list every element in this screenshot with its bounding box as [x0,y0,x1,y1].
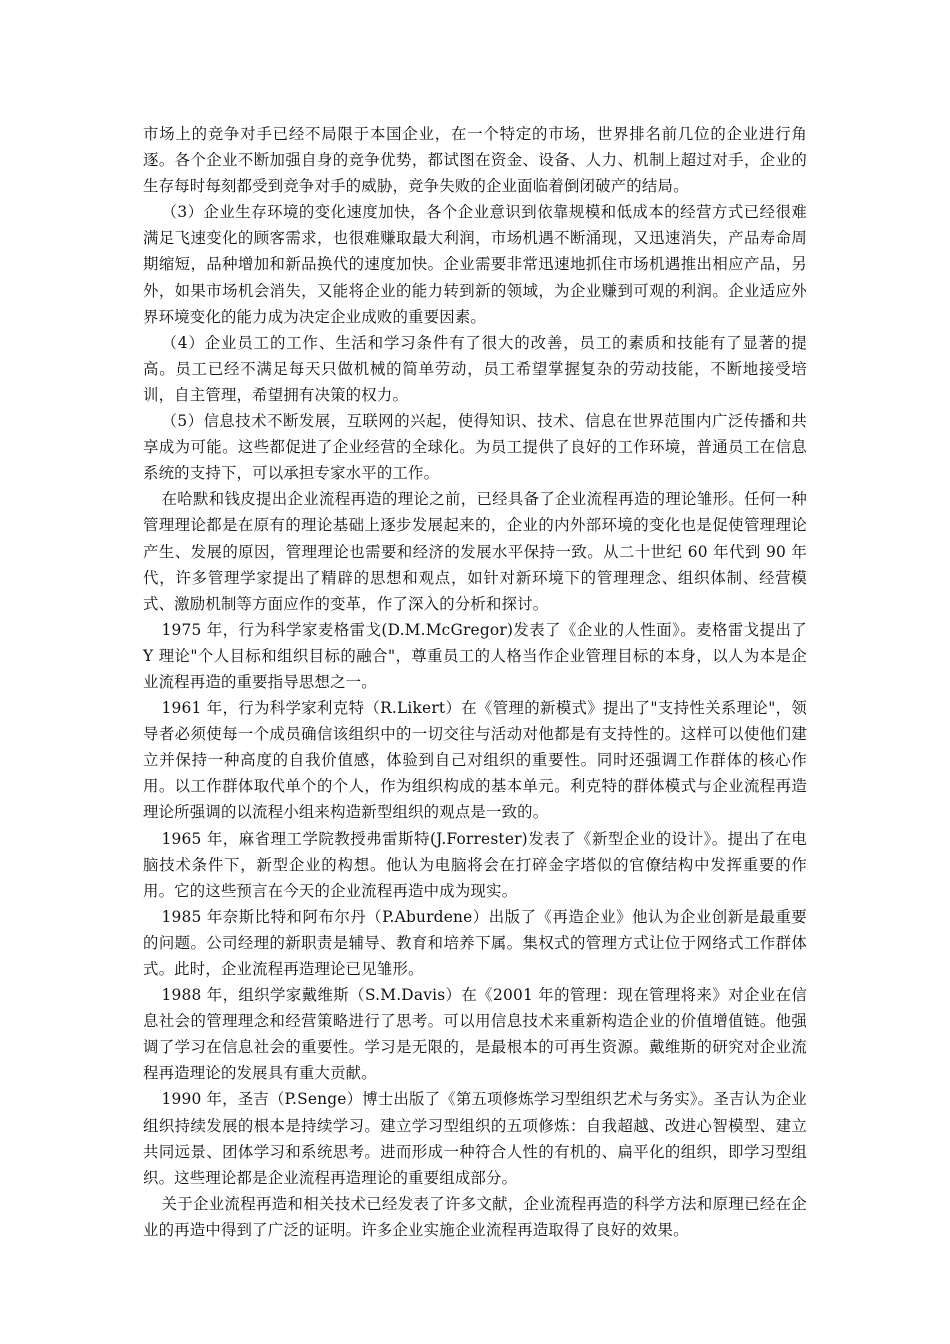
paragraph-1975-mcgregor: 1975 年，行为科学家麦格雷戈(D.M.McGregor)发表了《企业的人性面》。麦格雷戈提出了 Y 理论"个人目标和组织目标的融合"，尊重员工的人格当作企业管理目标的本身，以人为本是企业流程再造的重要指导思想之一。 [143,620,807,691]
paragraph-1965-forrester: 1965 年，麻省理工学院教授弗雷斯特(J.Forrester)发表了《新型企业的设计》。提出了在电脑技术条件下，新型企业的构想。他认为电脑将会在打碎金字塔似的官僚结构中发挥重要的作用。它的这些预言在今天的企业流程再造中成为现实。 [143,829,807,900]
paragraph-conclusion: 关于企业流程再造和相关技术已经发表了许多文献，企业流程再造的科学方法和原理已经在企业的再造中得到了广泛的证明。许多企业实施企业流程再造取得了良好的效果。 [143,1194,807,1239]
paragraph-point-5: （5）信息技术不断发展，互联网的兴起，使得知识、技术、信息在世界范围内广泛传播和共享成为可能。这些都促进了企业经营的全球化。为员工提供了良好的工作环境，普通员工在信息系统的支持下，可以承担专家水平的工作。 [143,412,807,483]
paragraph-1985-aburdene: 1985 年奈斯比特和阿布尔丹（P.Aburdene）出版了《再造企业》他认为企业创新是最重要的问题。公司经理的新职责是辅导、教育和培养下属。集权式的管理方式让位于网络式工作群体式。此时，企业流程再造理论已见雏形。 [143,907,807,978]
paragraph-1961-likert: 1961 年，行为科学家利克特（R.Likert）在《管理的新模式》提出了"支持性关系理论"，领导者必须使每一个成员确信该组织中的一切交往与活动对他都是有支持性的。这样可以使他们建立并保持一种高度的自我价值感，体验到自己对组织的重要性。同时还强调工作群体的核心作用。以工作群体取代单个的个人，作为组织构成的基本单元。利克特的群体模式与企业流程再造理论所强调的以流程小组来构造新型组织的观点是一致的。 [143,699,807,822]
paragraph-point-4: （4）企业员工的工作、生活和学习条件有了很大的改善，员工的素质和技能有了显著的提高。员工已经不满足每天只做机械的简单劳动，员工希望掌握复杂的劳动技能，不断地接受培训，自主管理，希望拥有决策的权力。 [143,333,807,404]
document-body [143,121,807,1243]
paragraph-point-3: （3）企业生存环境的变化速度加快，各个企业意识到依靠规模和低成本的经营方式已经很难满足飞速变化的顾客需求，也很难赚取最大利润，市场机遇不断涌现，又迅速消失，产品寿命周期缩短，品种增加和新品换代的速度加快。企业需要非常迅速地抓住市场机遇推出相应产品，另外，如果市场机会消失，又能将企业的能力转到新的领域，为企业赚到可观的利润。企业适应外界环境变化的能力成为决定企业成败的重要因素。 [143,203,807,326]
paragraph-1990-senge: 1990 年，圣吉（P.Senge）博士出版了《第五项修炼学习型组织艺术与务实》。圣吉认为企业组织持续发展的根本是持续学习。建立学习型组织的五项修炼：自我超越、改进心智模型、建立共同远景、团体学习和系统思考。进而形成一种符合人性的有机的、扁平化的组织，即学习型组织。这些理论都是企业流程再造理论的重要组成部分。 [143,1090,807,1187]
paragraph-market-competition: 市场上的竞争对手已经不局限于本国企业，在一个特定的市场，世界排名前几位的企业进行角逐。各个企业不断加强自身的竞争优势，都试图在资金、设备、人力、机制上超过对手，企业的生存每时每刻都受到竞争对手的威胁，竞争失败的企业面临着倒闭破产的结局。 [143,125,807,196]
paragraph-1988-davis: 1988 年，组织学家戴维斯（S.M.Davis）在《2001 年的管理：现在管理将来》对企业在信息社会的管理理念和经营策略进行了思考。可以用信息技术来重新构造企业的价值增值链。他强调了学习在信息社会的重要性。学习是无限的，是最根本的可再生资源。戴维斯的研究对企业流程再造理论的发展具有重大贡献。 [143,986,807,1083]
paragraph-theory-origins: 在哈默和钱皮提出企业流程再造的理论之前，已经具备了企业流程再造的理论雏形。任何一种管理理论都是在原有的理论基础上逐步发展起来的，企业的内外部环境的变化也是促使管理理论产生、发展的原因，管理理论也需要和经济的发展水平保持一致。从二十世纪 60 年代到 90 年代，许多管理学家提出了精辟的思想和观点，如针对新环境下的管理理念、组织体制、经营模式、激励机制等方面应作的变革，作了深入的分析和探讨。 [143,490,807,613]
